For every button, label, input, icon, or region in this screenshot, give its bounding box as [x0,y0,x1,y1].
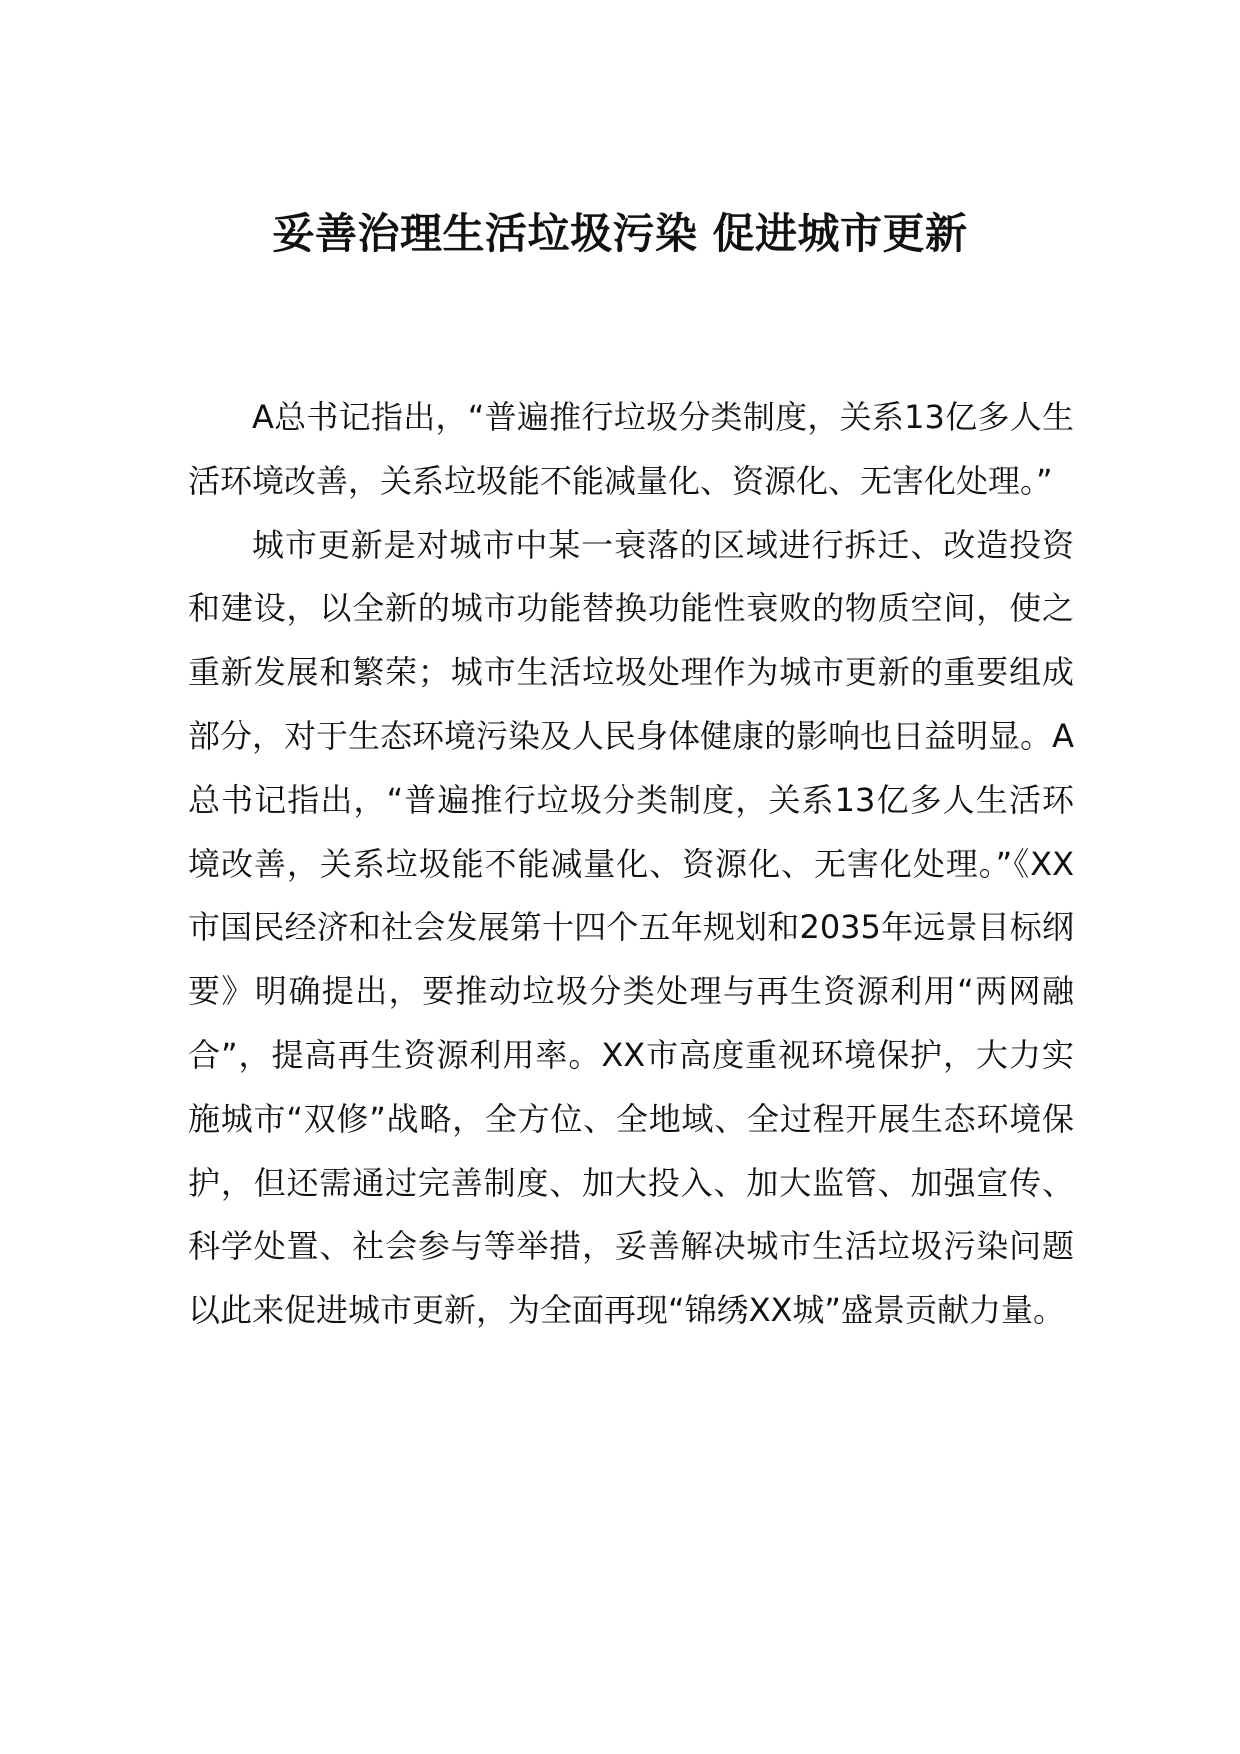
paragraph-1: A总书记指出，“普遍推行垃圾分类制度，关系13亿多人生活环境改善，关系垃圾能不能减量化、资源化、无害化处理。” [188,398,1074,500]
document-body [188,386,1074,1343]
document-title: 妥善治理生活垃圾污染 促进城市更新 [272,209,968,258]
paragraph-2: 城市更新是对城市中某一衰落的区域进行拆迁、改造投资和建设，以全新的城市功能替换功能性衰败的物质空间，使之重新发展和繁荣；城市生活垃圾处理作为城市更新的重要组成部分，对于生态环境污染及人民身体健康的影响也日益明显。A总书记指出，“普遍推行垃圾分类制度，关系13亿多人生活环境改善，关系垃圾能不能减量化、资源化、无害化处理。”《XX市国民经济和社会发展第十四个五年规划和2035年远景目标纲要》明确提出，要推动垃圾分类处理与再生资源利用“两网融合”，提高再生资源利用率。XX市高度重视环境保护，大力实施城市“双修”战略，全方位、全地域、全过程开展生态环境保护，但还需通过完善制度、加大投入、加大监管、加强宣传、科学处置、社会参与等举措，妥善解决城市生活垃圾污染问题以此来促进城市更新，为全面再现“锦绣XX城”盛景贡献力量。 [188,525,1074,1330]
